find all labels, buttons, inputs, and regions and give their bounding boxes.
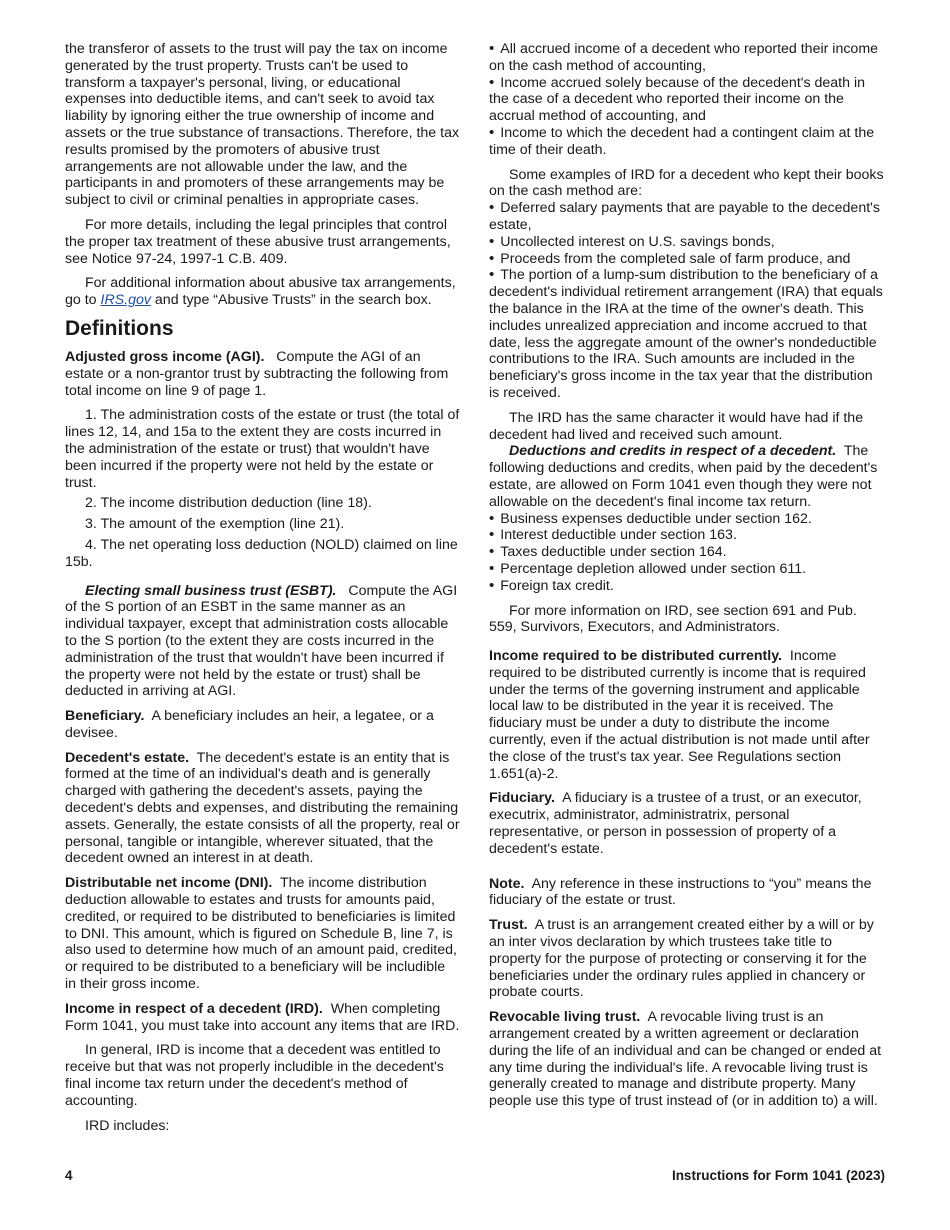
note-paragraph bbox=[489, 876, 885, 910]
ird-general-paragraph: In general, IRD is income that a decedent was entitled to receive but that was not properly includible in the decedent's final income tax return under the decedent's method of accounting. bbox=[65, 1042, 444, 1109]
ird-definition bbox=[65, 1001, 460, 1035]
agi-term: Adjusted gross income (AGI). bbox=[65, 348, 265, 365]
examples-bullet-list bbox=[489, 200, 885, 402]
agi-item-4: 4. The net operating loss deduction (NOLD) claimed on line 15b. bbox=[65, 536, 458, 570]
ird-bullet-list bbox=[489, 41, 885, 159]
additional-info-text: For additional information about abusive tax arrangements, go to bbox=[65, 275, 456, 309]
decedent-estate-text: The decedent's estate is an entity that is formed at the time of an individual's death and is generally charged with gathering the decedent's assets, paying the decedent's debts and expenses, and distributing the remaining assets. Generally, the estate consists of all the property, real or personal, tangible or intangible, wherever situated, that the decedent owned an interest in at death. bbox=[65, 749, 460, 867]
esbt-text: Compute the AGI of the S portion of an ESBT in the same manner as an individual taxpayer, except that administration costs allocable to the S portion (to the extent they are costs incurred in the administration of the trust that wouldn't have been incurred if the property were not held by the estate or trust) shall be deducted in arriving at AGI. bbox=[65, 582, 458, 700]
fiduciary-text: A fiduciary is a trustee of a trust, or an executor, executrix, administrator, administratrix, personal representative, or person in possession of property of a decedent's estate. bbox=[489, 790, 862, 857]
income-required-term: Income required to be distributed currently. bbox=[489, 648, 782, 665]
ird-character-paragraph: The IRD has the same character it would have had if the decedent had lived and received such amount. bbox=[489, 409, 864, 443]
note-text: Any reference in these instructions to “you” means the fiduciary of the estate or trust. bbox=[489, 875, 872, 909]
beneficiary-term: Beneficiary. bbox=[65, 708, 145, 725]
deductions-definition bbox=[489, 443, 885, 510]
agi-text: Compute the AGI of an estate or a non-grantor trust by subtracting the following from total income on line 9 of page 1. bbox=[65, 348, 449, 399]
intro-paragraph: the transferor of assets to the trust will pay the tax on income generated by the trust property. Trusts can't be used to transform a taxpayer's personal, living, or educational expenses into deductible items, and can't seek to avoid tax liability by ignoring either the true ownership of income and assets or the true substance of transactions. Therefore, the tax results promised by the promoters of abusive trust arrangements are not allowable under the law, and the participants in and promoters of these arrangements may be subject to civil or criminal penalties in appropriate cases. bbox=[65, 41, 460, 209]
dni-term: Distributable net income (DNI). bbox=[65, 875, 273, 892]
ird-term: Income in respect of a decedent (IRD). bbox=[65, 1000, 323, 1017]
additional-info-paragraph bbox=[65, 275, 460, 309]
list-item: • Deferred salary payments that are payable to the decedent's estate, bbox=[489, 200, 885, 234]
trust-term: Trust. bbox=[489, 917, 528, 934]
deductions-bullet-list bbox=[489, 511, 885, 595]
decedent-estate-definition bbox=[65, 750, 460, 868]
esbt-definition bbox=[65, 583, 460, 701]
esbt-term: Electing small business trust (ESBT). bbox=[85, 582, 337, 599]
income-required-definition bbox=[489, 648, 885, 782]
beneficiary-text: A beneficiary includes an heir, a legatee, or a devisee. bbox=[65, 708, 434, 741]
list-item: • Business expenses deductible under section 162. bbox=[489, 511, 885, 528]
page-number: 4 bbox=[65, 1168, 73, 1183]
revocable-trust-definition bbox=[489, 1009, 885, 1110]
dni-definition bbox=[65, 875, 460, 993]
list-item: • Interest deductible under section 163. bbox=[489, 527, 885, 544]
list-item: • Income accrued solely because of the decedent's death in the case of a decedent who reported their income on the accrual method of accounting, and bbox=[489, 75, 885, 125]
fiduciary-term: Fiduciary. bbox=[489, 790, 555, 807]
decedent-estate-term: Decedent's estate. bbox=[65, 749, 190, 766]
ird-text: When completing Form 1041, you must take into account any items that are IRD. bbox=[65, 1000, 460, 1034]
more-info-paragraph: For more information on IRD, see section 691 and Pub. 559, Survivors, Executors, and Administrators. bbox=[489, 602, 857, 636]
list-item: • Foreign tax credit. bbox=[489, 578, 885, 595]
definitions-heading: Definitions bbox=[65, 316, 174, 340]
agi-definition bbox=[65, 349, 460, 399]
agi-item-3: 3. The amount of the exemption (line 21). bbox=[85, 516, 345, 533]
deductions-text: The following deductions and credits, when paid by the decedent's estate, are allowed on Form 1041 even though they were not allowable on the decedent's final income tax return. bbox=[489, 443, 878, 510]
list-item: • Income to which the decedent had a contingent claim at the time of their death. bbox=[489, 125, 885, 159]
list-item: • The portion of a lump-sum distribution to the beneficiary of a decedent's individual retirement arrangement (IRA) that equals the balance in the IRA at the time of the owner's death. This includes unrealized appreciation and income accrued to that date, less the aggregate amount of the owner's nondeductible contributions to the IRA. Such amounts are included in the beneficiary's gross income in the tax year that the distribution is received. bbox=[489, 267, 885, 401]
form-title: Instructions for Form 1041 (2023) bbox=[671, 1168, 885, 1183]
list-item: • Proceeds from the completed sale of farm produce, and bbox=[489, 251, 885, 268]
details-paragraph: For more details, including the legal principles that control the proper tax treatment of these abusive trust arrangements, see Notice 97-24, 1997-1 C.B. 409. bbox=[65, 216, 451, 267]
list-item: • All accrued income of a decedent who reported their income on the cash method of accounting, bbox=[489, 41, 885, 75]
fiduciary-definition bbox=[489, 790, 885, 857]
additional-info-text-end: and type “Abusive Trusts” in the search box. bbox=[150, 292, 432, 309]
dni-text: The income distribution deduction allowable to estates and trusts for amounts paid, credited, or required to be distributed to beneficiaries is limited to DNI. This amount, which is figured on Schedule B, line 7, is also used to determine how much of an amount paid, credited, or required to be distributed to a beneficiary will be includible in their gross income. bbox=[65, 875, 457, 993]
agi-item-2: 2. The income distribution deduction (line 18). bbox=[85, 495, 372, 512]
trust-text: A trust is an arrangement created either by a will or by an inter vivos declaration by which trustees take title to property for the purpose of protecting or conserving it for the beneficiaries under the ordinary rules applied in chancery or probate courts. bbox=[489, 917, 874, 1001]
revocable-trust-text: A revocable living trust is an arrangement created by a written agreement or declaration during the life of an individual and can be changed or ended at any time during the individual's life. A revocable living trust is generally created to manage and distribute property. Many people use this type of trust instead of (or in addition to) a will. bbox=[489, 1009, 882, 1110]
list-item: • Taxes deductible under section 164. bbox=[489, 544, 885, 561]
agi-item-1: 1. The administration costs of the estate or trust (the total of lines 12, 14, and 15a to the extent they are costs incurred in the administration of the estate or trust) that wouldn't have been incurred if the property were not held by the estate or trust. bbox=[65, 407, 460, 491]
examples-intro: Some examples of IRD for a decedent who kept their books on the cash method are: bbox=[489, 166, 884, 200]
irs-gov-link[interactable]: IRS.gov bbox=[100, 292, 151, 309]
ird-includes-paragraph: IRD includes: bbox=[85, 1117, 170, 1134]
beneficiary-definition bbox=[65, 708, 460, 742]
list-item: • Percentage depletion allowed under section 611. bbox=[489, 561, 885, 578]
revocable-trust-term: Revocable living trust. bbox=[489, 1009, 641, 1026]
list-item: • Uncollected interest on U.S. savings bonds, bbox=[489, 234, 885, 251]
note-term: Note. bbox=[489, 875, 525, 892]
left-column bbox=[65, 41, 460, 1142]
trust-definition bbox=[489, 917, 885, 1001]
income-required-text: Income required to be distributed currently is income that is required under the terms of the governing instrument and applicable local law to be distributed in the year it is received. The fiduciary must be under a duty to distribute the income currently, even if the actual distribution is not made until after the close of the trust's tax year. See Regulations section 1.651(a)-2. bbox=[489, 648, 870, 782]
deductions-term: Deductions and credits in respect of a decedent. bbox=[509, 443, 837, 460]
right-column bbox=[489, 41, 885, 1118]
